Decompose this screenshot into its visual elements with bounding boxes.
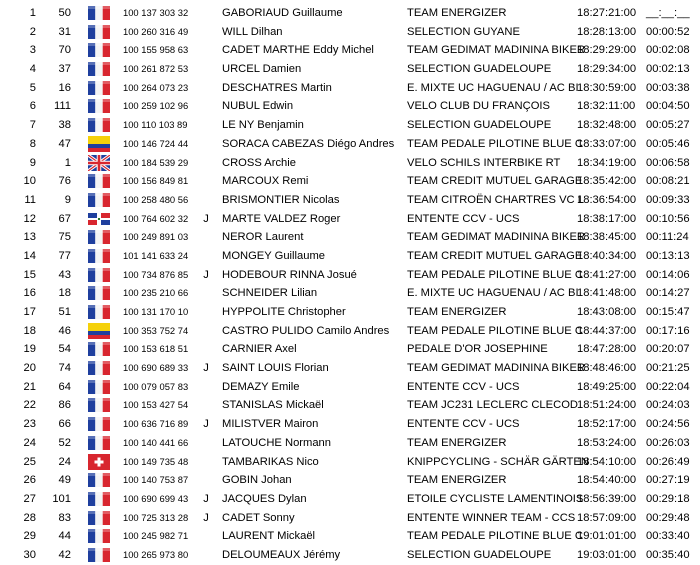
team-cell: SELECTION GUADELOUPE: [407, 119, 552, 132]
rider-name-cell: SAINT LOUIS Florian: [222, 362, 329, 375]
licence-cell: 100 156 849 81: [123, 175, 189, 187]
rider-name-cell: BRISMONTIER Nicolas: [222, 193, 340, 206]
licence-cell: 100 259 102 96: [123, 100, 189, 112]
rider-name-cell: DESCHATRES Martin: [222, 81, 332, 94]
bib-number-cell: 52: [58, 436, 71, 449]
france-flag-icon: [88, 80, 110, 96]
table-row: [0, 210, 700, 229]
rider-name-cell: NUBUL Edwin: [222, 100, 294, 113]
time-cell: 18:32:48:00: [577, 119, 637, 132]
bib-number-cell: 43: [58, 268, 71, 281]
bib-number-cell: 111: [53, 100, 71, 113]
france-flag-icon: [88, 416, 110, 432]
dominican-flag-icon: [88, 211, 110, 227]
gap-cell: 00:33:40: [646, 530, 690, 543]
bib-number-cell: 50: [58, 7, 71, 19]
licence-cell: 100 249 891 03: [123, 231, 189, 243]
licence-cell: 100 260 316 49: [123, 25, 189, 37]
gap-cell: 00:03:38: [646, 81, 690, 94]
time-cell: 18:33:07:00: [577, 137, 637, 150]
france-flag-icon: [88, 304, 110, 320]
table-row: [0, 172, 700, 191]
gap-cell: 00:26:03: [646, 436, 690, 449]
gap-cell: 00:24:56: [646, 418, 690, 431]
table-row: [0, 41, 700, 60]
gap-cell: 00:26:49: [646, 455, 690, 468]
time-cell: 18:54:10:00: [577, 455, 637, 468]
licence-cell: 100 140 441 66: [123, 436, 189, 448]
team-cell: TEAM PEDALE PILOTINE BLUE C: [407, 324, 583, 337]
bib-number-cell: 37: [58, 63, 71, 76]
rank-cell: 2: [29, 25, 36, 38]
time-cell: 18:47:28:00: [577, 343, 637, 356]
team-cell: ETOILE CYCLISTE LAMENTINOIS: [407, 492, 584, 505]
team-cell: KNIPPCYCLING - SCHÄR GÄRTEN: [407, 455, 589, 468]
table-row: [0, 359, 700, 378]
team-cell: TEAM PEDALE PILOTINE BLUE C: [407, 530, 583, 543]
licence-cell: 100 264 073 23: [123, 81, 189, 93]
time-cell: 18:41:27:00: [577, 268, 637, 281]
rank-cell: 17: [23, 306, 36, 318]
bib-number-cell: 16: [58, 81, 71, 94]
licence-cell: 100 265 973 80: [123, 548, 189, 560]
bib-number-cell: 42: [58, 548, 71, 561]
bib-number-cell: 44: [58, 530, 71, 543]
time-cell: 18:51:24:00: [577, 399, 637, 412]
table-row: [0, 116, 700, 135]
time-cell: 18:27:21:00: [577, 7, 637, 19]
rank-cell: 15: [23, 268, 36, 281]
rank-cell: 4: [29, 63, 36, 76]
licence-cell: 100 146 724 44: [123, 137, 189, 149]
table-row: [0, 135, 700, 154]
table-row: [0, 396, 700, 415]
category-cell: J: [203, 418, 209, 431]
rider-name-cell: STANISLAS Mickaël: [222, 399, 324, 412]
gap-cell: 00:05:46: [646, 137, 690, 150]
licence-cell: 100 184 539 29: [123, 156, 189, 168]
bib-number-cell: 31: [58, 25, 71, 38]
time-cell: 18:36:54:00: [577, 193, 637, 206]
colombia-flag-icon: [88, 323, 110, 339]
licence-cell: 100 153 427 54: [123, 399, 189, 411]
france-flag-icon: [88, 285, 110, 301]
france-flag-icon: [88, 24, 110, 40]
rider-name-cell: MONGEY Guillaume: [222, 249, 325, 262]
category-cell: J: [203, 511, 209, 524]
rank-cell: 6: [29, 100, 36, 113]
licence-cell: 100 764 602 32: [123, 212, 189, 224]
rider-name-cell: DELOUMEAUX Jérémy: [222, 548, 341, 561]
france-flag-icon: [88, 173, 110, 189]
rider-name-cell: CASTRO PULIDO Camilo Andres: [222, 324, 390, 337]
table-row: [0, 415, 700, 434]
licence-cell: 100 149 735 48: [123, 455, 189, 467]
licence-cell: 100 079 057 83: [123, 380, 189, 392]
gap-cell: 00:27:19: [646, 474, 690, 487]
france-flag-icon: [88, 379, 110, 395]
team-cell: TEAM GEDIMAT MADININA BIKER: [407, 44, 585, 57]
licence-cell: 100 690 689 33: [123, 362, 189, 374]
team-cell: TEAM PEDALE PILOTINE BLUE C: [407, 137, 583, 150]
gap-cell: __:__:__: [646, 7, 690, 19]
table-row: [0, 79, 700, 98]
gap-cell: 00:15:47: [646, 306, 690, 318]
gap-cell: 00:35:40: [646, 548, 690, 561]
rider-name-cell: LATOUCHE Normann: [222, 436, 332, 449]
bib-number-cell: 83: [58, 511, 71, 524]
table-row: [0, 266, 700, 285]
licence-cell: 100 137 303 32: [123, 7, 189, 18]
rank-cell: 29: [23, 530, 36, 543]
france-flag-icon: [88, 117, 110, 133]
table-row: [0, 303, 700, 322]
gap-cell: 00:04:50: [646, 100, 690, 113]
rider-name-cell: NEROR Laurent: [222, 231, 304, 244]
table-row: [0, 434, 700, 453]
licence-cell: 100 235 210 66: [123, 287, 189, 299]
bib-number-cell: 76: [58, 175, 71, 188]
france-flag-icon: [88, 510, 110, 526]
rank-cell: 7: [29, 119, 36, 132]
category-cell: J: [203, 212, 209, 225]
table-row: [0, 247, 700, 266]
licence-cell: 100 258 480 56: [123, 193, 189, 205]
bib-number-cell: 24: [58, 455, 71, 468]
table-row: [0, 322, 700, 341]
rank-cell: 12: [23, 212, 36, 225]
table-row: [0, 4, 700, 23]
rider-name-cell: LAURENT Mickaël: [222, 530, 316, 543]
france-flag-icon: [88, 98, 110, 114]
france-flag-icon: [88, 491, 110, 507]
licence-cell: 100 140 753 87: [123, 474, 189, 486]
rider-name-cell: SORACA CABEZAS Diégo Andres: [222, 137, 395, 150]
table-row: [0, 378, 700, 397]
table-row: [0, 23, 700, 42]
gap-cell: 00:17:16: [646, 324, 690, 337]
rider-name-cell: JACQUES Dylan: [222, 492, 307, 505]
colombia-flag-icon: [88, 136, 110, 152]
time-cell: 18:28:13:00: [577, 25, 637, 38]
rank-cell: 19: [23, 343, 36, 356]
time-cell: 18:52:17:00: [577, 418, 637, 431]
rider-name-cell: CARNIER Axel: [222, 343, 297, 356]
category-cell: J: [203, 362, 209, 375]
gap-cell: 00:22:04: [646, 380, 690, 393]
team-cell: E. MIXTE UC HAGUENAU / AC BI: [407, 287, 579, 300]
table-row: [0, 490, 700, 509]
gap-cell: 00:05:27: [646, 119, 690, 132]
rider-name-cell: GOBIN Johan: [222, 474, 292, 487]
france-flag-icon: [88, 192, 110, 208]
licence-cell: 100 131 170 10: [123, 306, 189, 317]
gap-cell: 00:11:24: [646, 231, 689, 244]
bib-number-cell: 1: [64, 156, 71, 169]
rider-name-cell: MILISTVER Mairon: [222, 418, 319, 431]
gap-cell: 00:29:18: [646, 492, 690, 505]
licence-cell: 100 245 982 71: [123, 530, 189, 542]
bib-number-cell: 67: [58, 212, 71, 225]
licence-cell: 100 636 716 89: [123, 418, 189, 430]
rank-cell: 18: [23, 324, 36, 337]
gap-cell: 00:10:56: [646, 212, 690, 225]
time-cell: 18:32:11:00: [577, 100, 636, 113]
gap-cell: 00:14:27: [646, 287, 690, 300]
bib-number-cell: 49: [58, 474, 71, 487]
licence-cell: 100 690 699 43: [123, 492, 189, 504]
france-flag-icon: [88, 528, 110, 544]
rider-name-cell: MARCOUX Remi: [222, 175, 309, 188]
table-row: [0, 546, 700, 565]
rank-cell: 13: [23, 231, 36, 244]
bib-number-cell: 77: [58, 249, 71, 262]
gap-cell: 00:29:48: [646, 511, 690, 524]
table-row: [0, 154, 700, 173]
table-row: [0, 228, 700, 247]
rider-name-cell: CROSS Archie: [222, 156, 296, 169]
bib-number-cell: 46: [58, 324, 71, 337]
time-cell: 18:56:39:00: [577, 492, 637, 505]
rank-cell: 21: [23, 380, 36, 393]
gap-cell: 00:21:25: [646, 362, 690, 375]
rank-cell: 5: [29, 81, 36, 94]
gap-cell: 00:00:52: [646, 25, 690, 38]
gap-cell: 00:20:07: [646, 343, 690, 356]
time-cell: 19:03:01:00: [577, 548, 637, 561]
time-cell: 18:30:59:00: [577, 81, 637, 94]
team-cell: ENTENTE WINNER TEAM - CCS: [407, 511, 576, 524]
licence-cell: 100 734 876 85: [123, 268, 189, 280]
france-flag-icon: [88, 267, 110, 283]
bib-number-cell: 51: [58, 306, 71, 318]
team-cell: VELO SCHILS INTERBIKE RT: [407, 156, 561, 169]
rank-cell: 8: [29, 137, 36, 150]
licence-cell: 100 353 752 74: [123, 324, 189, 336]
team-cell: TEAM CREDIT MUTUEL GARAGE: [407, 249, 583, 262]
rider-name-cell: CADET Sonny: [222, 511, 295, 524]
team-cell: TEAM GEDIMAT MADININA BIKER: [407, 231, 585, 244]
rank-cell: 26: [23, 474, 36, 487]
rank-cell: 1: [29, 7, 36, 19]
rank-cell: 27: [23, 492, 36, 505]
france-flag-icon: [88, 472, 110, 488]
licence-cell: 100 110 103 89: [123, 119, 188, 131]
time-cell: 18:49:25:00: [577, 380, 637, 393]
rider-name-cell: DEMAZY Emile: [222, 380, 300, 393]
table-row: [0, 453, 700, 472]
table-row: [0, 97, 700, 116]
rank-cell: 22: [23, 399, 36, 412]
time-cell: 18:40:34:00: [577, 249, 637, 262]
rider-name-cell: GABORIAUD Guillaume: [222, 7, 343, 19]
licence-cell: 100 261 872 53: [123, 63, 189, 75]
france-flag-icon: [88, 341, 110, 357]
time-cell: 18:29:34:00: [577, 63, 637, 76]
gap-cell: 00:13:13: [646, 249, 690, 262]
bib-number-cell: 64: [58, 380, 71, 393]
time-cell: 18:53:24:00: [577, 436, 637, 449]
time-cell: 18:43:08:00: [577, 306, 637, 318]
rank-cell: 30: [23, 548, 36, 561]
rider-name-cell: TAMBARIKAS Nico: [222, 455, 319, 468]
bib-number-cell: 47: [58, 137, 71, 150]
rider-name-cell: WILL Dilhan: [222, 25, 283, 38]
team-cell: TEAM JC231 LECLERC CLECOD: [407, 399, 578, 412]
table-row: [0, 60, 700, 79]
time-cell: 18:35:42:00: [577, 175, 637, 188]
licence-cell: 100 725 313 28: [123, 511, 189, 523]
time-cell: 18:41:48:00: [577, 287, 637, 300]
rank-cell: 16: [23, 287, 36, 300]
team-cell: PEDALE D'OR JOSEPHINE: [407, 343, 548, 356]
table-row: [0, 509, 700, 528]
time-cell: 18:29:29:00: [577, 44, 637, 57]
time-cell: 19:01:01:00: [577, 530, 637, 543]
rank-cell: 24: [23, 436, 36, 449]
france-flag-icon: [88, 229, 110, 245]
table-row: [0, 471, 700, 490]
france-flag-icon: [88, 42, 110, 58]
team-cell: TEAM PEDALE PILOTINE BLUE C: [407, 268, 583, 281]
rank-cell: 10: [23, 175, 36, 188]
team-cell: TEAM ENERGIZER: [407, 436, 507, 449]
team-cell: TEAM GEDIMAT MADININA BIKER: [407, 362, 585, 375]
gap-cell: 00:08:21: [646, 175, 690, 188]
team-cell: ENTENTE CCV - UCS: [407, 212, 520, 225]
table-row: [0, 340, 700, 359]
team-cell: VELO CLUB DU FRANÇOIS: [407, 100, 550, 113]
time-cell: 18:57:09:00: [577, 511, 637, 524]
rider-name-cell: URCEL Damien: [222, 63, 302, 76]
team-cell: TEAM CREDIT MUTUEL GARAGE: [407, 175, 583, 188]
rider-name-cell: CADET MARTHE Eddy Michel: [222, 44, 374, 57]
licence-cell: 100 155 958 63: [123, 44, 189, 56]
rider-name-cell: HODEBOUR RINNA Josué: [222, 268, 357, 281]
rank-cell: 28: [23, 511, 36, 524]
bib-number-cell: 75: [58, 231, 71, 244]
table-row: [0, 527, 700, 546]
rank-cell: 11: [24, 193, 36, 206]
bib-number-cell: 18: [58, 287, 71, 300]
gap-cell: 00:14:06: [646, 268, 690, 281]
france-flag-icon: [88, 360, 110, 376]
gap-cell: 00:06:58: [646, 156, 690, 169]
uk-flag-icon: [88, 155, 110, 171]
time-cell: 18:38:45:00: [577, 231, 637, 244]
time-cell: 18:34:19:00: [577, 156, 637, 169]
time-cell: 18:48:46:00: [577, 362, 637, 375]
licence-cell: 101 141 633 24: [123, 249, 189, 261]
bib-number-cell: 66: [58, 418, 71, 431]
team-cell: TEAM CITROËN CHARTRES VC L: [407, 193, 584, 206]
rank-cell: 23: [23, 418, 36, 431]
bib-number-cell: 54: [58, 343, 71, 356]
bib-number-cell: 70: [58, 44, 71, 57]
team-cell: SELECTION GUADELOUPE: [407, 63, 552, 76]
team-cell: SELECTION GUADELOUPE: [407, 548, 552, 561]
table-row: [0, 284, 700, 303]
time-cell: 18:44:37:00: [577, 324, 637, 337]
time-cell: 18:38:17:00: [577, 212, 637, 225]
bib-number-cell: 86: [58, 399, 71, 412]
rank-cell: 3: [29, 44, 36, 57]
category-cell: J: [203, 492, 209, 505]
france-flag-icon: [88, 547, 110, 563]
gap-cell: 00:02:08: [646, 44, 690, 57]
swiss-flag-icon: [88, 454, 110, 470]
france-flag-icon: [88, 248, 110, 264]
bib-number-cell: 38: [58, 119, 71, 132]
team-cell: TEAM ENERGIZER: [407, 474, 507, 487]
category-cell: J: [203, 268, 209, 281]
rider-name-cell: MARTE VALDEZ Roger: [222, 212, 341, 225]
rank-cell: 25: [23, 455, 36, 468]
rank-cell: 14: [23, 249, 36, 262]
gap-cell: 00:02:13: [646, 63, 690, 76]
licence-cell: 100 153 618 51: [123, 343, 189, 355]
table-row: [0, 191, 700, 210]
france-flag-icon: [88, 397, 110, 413]
team-cell: TEAM ENERGIZER: [407, 306, 507, 318]
bib-number-cell: 101: [52, 492, 71, 505]
team-cell: E. MIXTE UC HAGUENAU / AC BI: [407, 81, 579, 94]
results-table: [0, 4, 700, 565]
rider-name-cell: LE NY Benjamin: [222, 119, 304, 132]
team-cell: ENTENTE CCV - UCS: [407, 418, 520, 431]
team-cell: SELECTION GUYANE: [407, 25, 520, 38]
gap-cell: 00:24:03: [646, 399, 690, 412]
team-cell: TEAM ENERGIZER: [407, 7, 507, 19]
france-flag-icon: [88, 61, 110, 77]
bib-number-cell: 74: [58, 362, 71, 375]
rider-name-cell: SCHNEIDER Lilian: [222, 287, 318, 300]
france-flag-icon: [88, 435, 110, 451]
rank-cell: 9: [29, 156, 36, 169]
rider-name-cell: HYPPOLITE Christopher: [222, 306, 346, 318]
time-cell: 18:54:40:00: [577, 474, 637, 487]
gap-cell: 00:09:33: [646, 193, 690, 206]
rank-cell: 20: [23, 362, 36, 375]
team-cell: ENTENTE CCV - UCS: [407, 380, 520, 393]
france-flag-icon: [88, 5, 110, 21]
bib-number-cell: 9: [64, 193, 71, 206]
